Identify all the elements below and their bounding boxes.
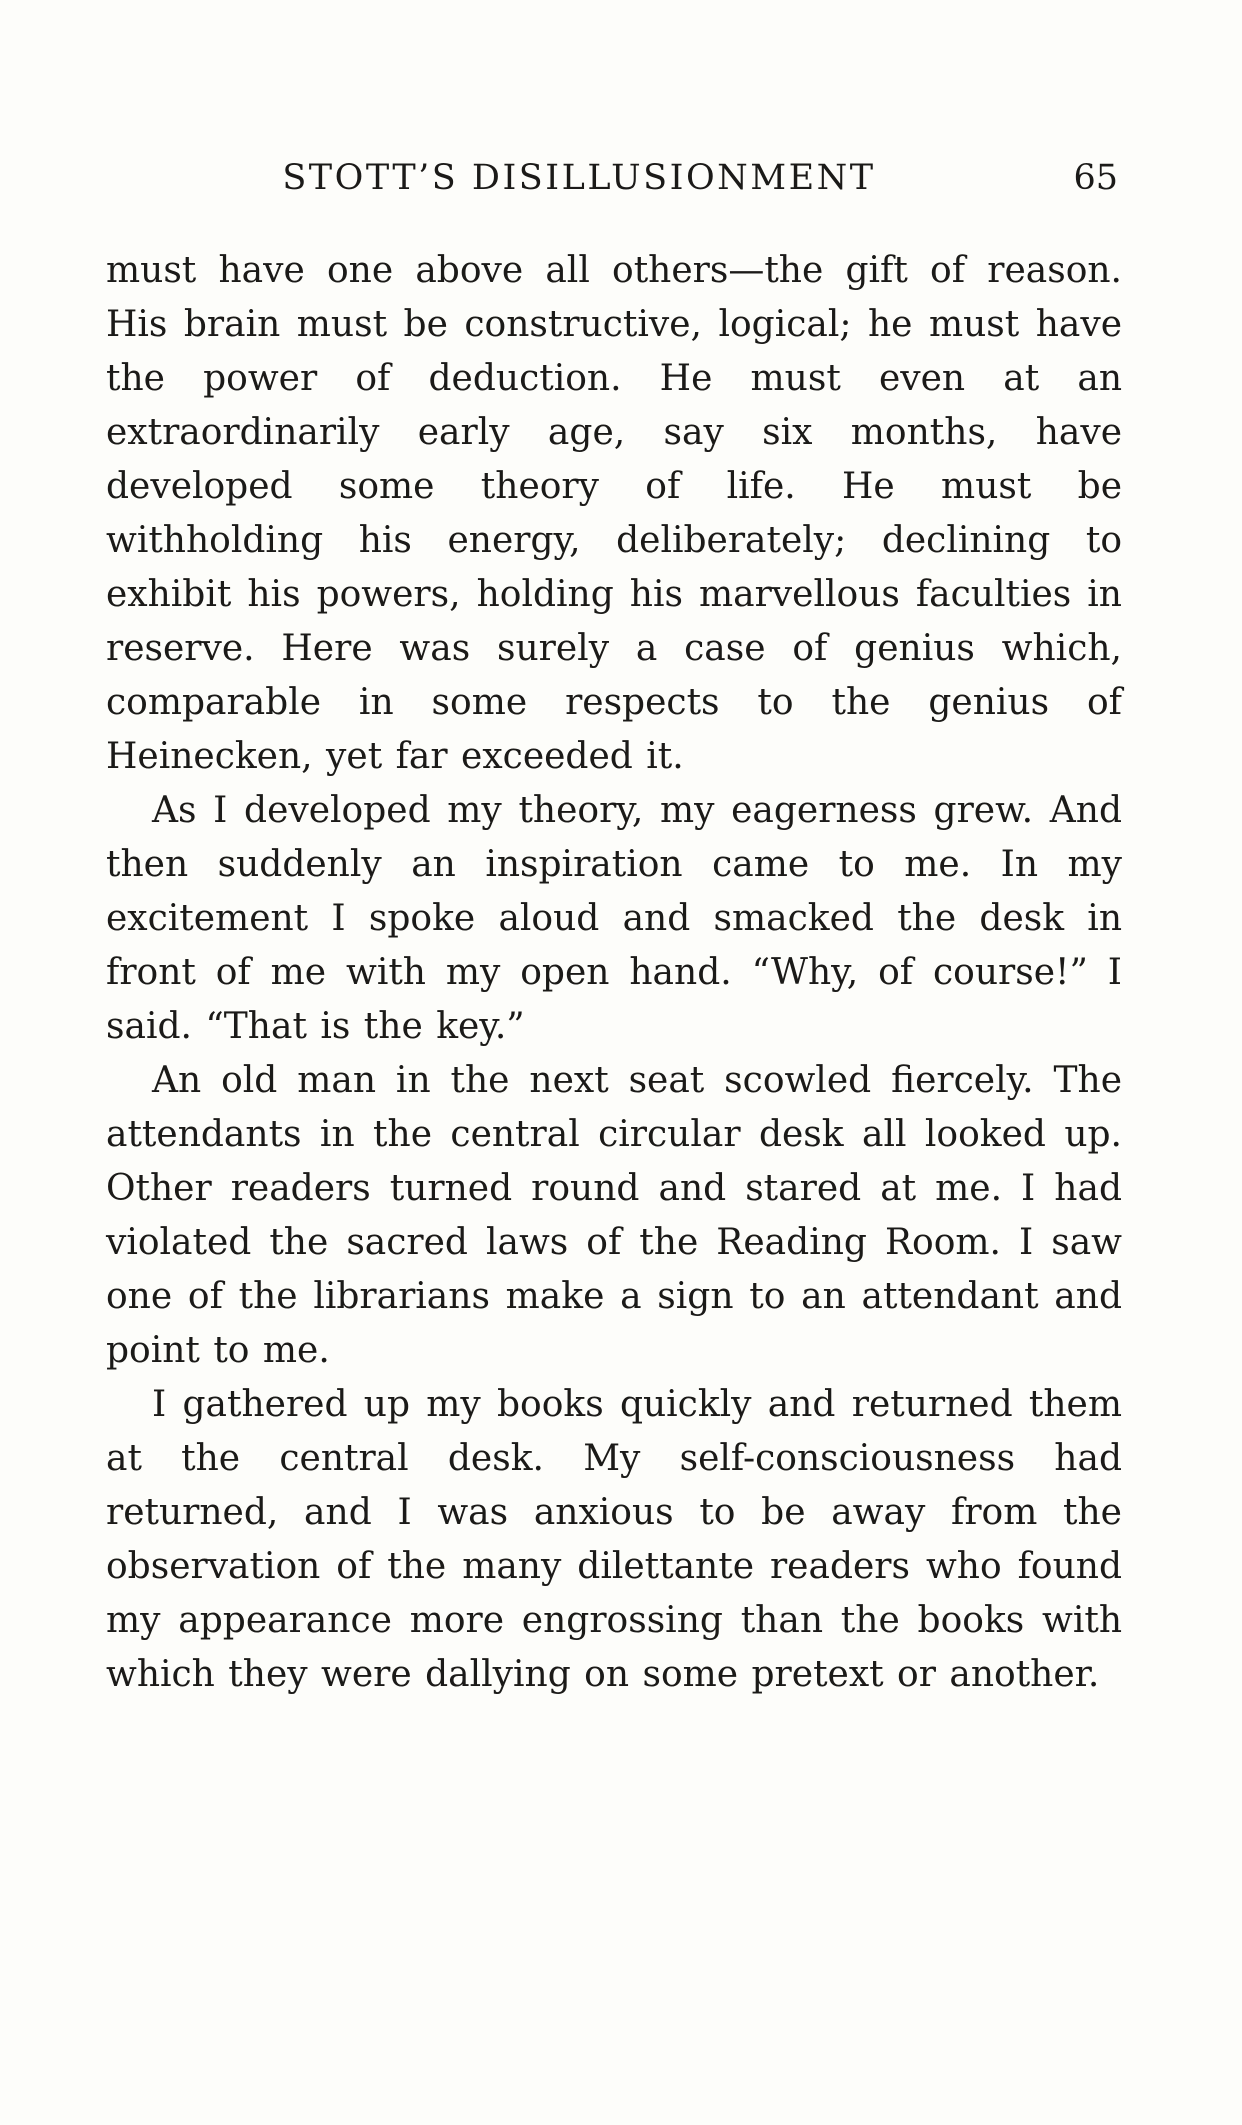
paragraph: As I developed my theory, my eagerness grew. And then suddenly an inspiration came to me. In my excitement I spoke aloud and smacked the desk in front of me with my open hand. “Why, of course!” I said. “That is the key.” [106,790,1122,1047]
running-header [106,158,1122,214]
page-body [106,244,1122,1702]
page-title: STOTT’S DISILLUSIONMENT [282,158,876,198]
paragraph: must have one above all others—the gift of reason. His brain must be constructive, logical; he must have the power of deduction. He must even at an extraordinarily early age, say six months, have developed some theory of life. He must be withholding his energy, deliberately; declining to exhibit his powers, holding his marvellous faculties in reserve. Here was surely a case of genius which, comparable in some respects to the genius of Heinecken, yet far exceeded it. [106,250,1122,777]
page-number: 65 [1073,158,1118,198]
paragraph: An old man in the next seat scowled fiercely. The attendants in the central circular desk all looked up. Other readers turned round and stared at me. I had violated the sacred laws of the Reading Room. I saw one of the librarians make a sign to an attendant and point to me. [106,1060,1122,1371]
text-block [106,158,1122,1702]
paragraph: I gathered up my books quickly and returned them at the central desk. My self-consciousness had returned, and I was anxious to be away from the observation of the many dilettante readers who found my appearance more engrossing than the books with which they were dallying on some pretext or another. [106,1384,1122,1695]
